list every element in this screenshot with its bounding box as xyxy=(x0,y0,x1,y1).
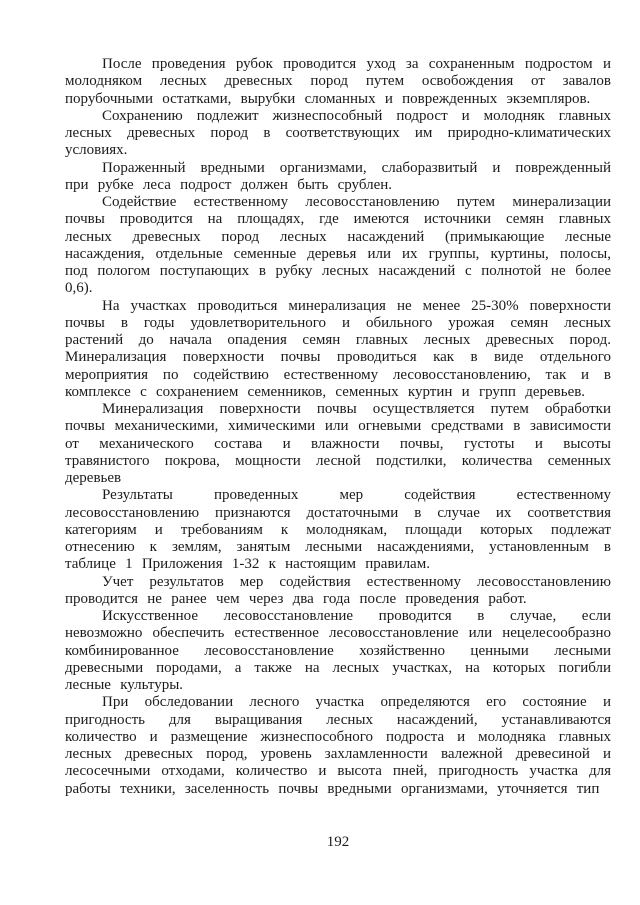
page-text-block xyxy=(65,56,611,798)
paragraph: Результаты проведенных мер содействия естественному лесовосстановлению признаются достаточными в случае их соответствия категориям и требованиям к молоднякам, площади которых подлежат отнесению к землям, занятым лесными насаждениями, установленным в таблице 1 Приложения 1-32 к настоящим правилам. xyxy=(65,487,611,573)
paragraph: Пораженный вредными организмами, слаборазвитый и поврежденный при рубке леса подрост должен быть срублен. xyxy=(65,159,611,193)
paragraph: Содействие естественному лесовосстановлению путем минерализации почвы проводится на площадях, где имеются источники семян главных лесных древесных пород лесных насаждений (примыкающие лесные насаждения, отдельные семенные деревья или их группы, куртины, полосы, под пологом поступающих в рубку лесных насаждений с полнотой не более 0,6). xyxy=(65,194,611,297)
paragraph: Минерализация поверхности почвы осуществляется путем обработки почвы механическими, химическими или огневыми средствами в зависимости от механического состава и влажности почвы, густоты и высоты травянистого покрова, мощности лесной подстилки, количества семенных деревьев xyxy=(65,401,611,486)
paragraph: На участках проводиться минерализация не менее 25-30% поверхности почвы в годы удовлетворительного и обильного урожая семян лесных растений до начала опадения семян главных лесных древесных пород. Минерализация поверхности почвы проводиться как в виде отдельного мероприятия по содействию естественному лесовосстановлению, так и в комплексе с сохранением семенников, семенных куртин и групп деревьев. xyxy=(65,297,611,400)
paragraph: После проведения рубок проводится уход за сохраненным подростом и молодняком лесных древесных пород путем освобождения от завалов порубочными остатками, вырубки сломанных и поврежденных экземпляров. xyxy=(65,56,611,107)
paragraph: При обследовании лесного участка определяются его состояние и пригодность для выращивания лесных насаждений, устанавливаются количество и размещение жизнеспособного подроста и молодняка главных лесных древесных пород, уровень захламленности валежной древесиной и лесосечными отходами, количество и высота пней, пригодность участка для работы техники, заселенность почвы вредными организмами, уточняется тип xyxy=(65,694,611,797)
page-number: 192 xyxy=(326,834,350,850)
paragraph: Искусственное лесовосстановление проводится в случае, если невозможно обеспечить естественное лесовосстановление или нецелесообразно комбинированное лесовосстановление хозяйственно ценными лесными древесными породами, а также на лесных участках, на которых погибли лесные культуры. xyxy=(65,608,611,693)
paragraph: Учет результатов мер содействия естественному лесовосстановлению проводится не ранее чем через два года после проведения работ. xyxy=(65,573,611,607)
paragraph: Сохранению подлежит жизнеспособный подрост и молодняк главных лесных древесных пород в соответствующих им природно-климатических условиях. xyxy=(65,107,611,159)
